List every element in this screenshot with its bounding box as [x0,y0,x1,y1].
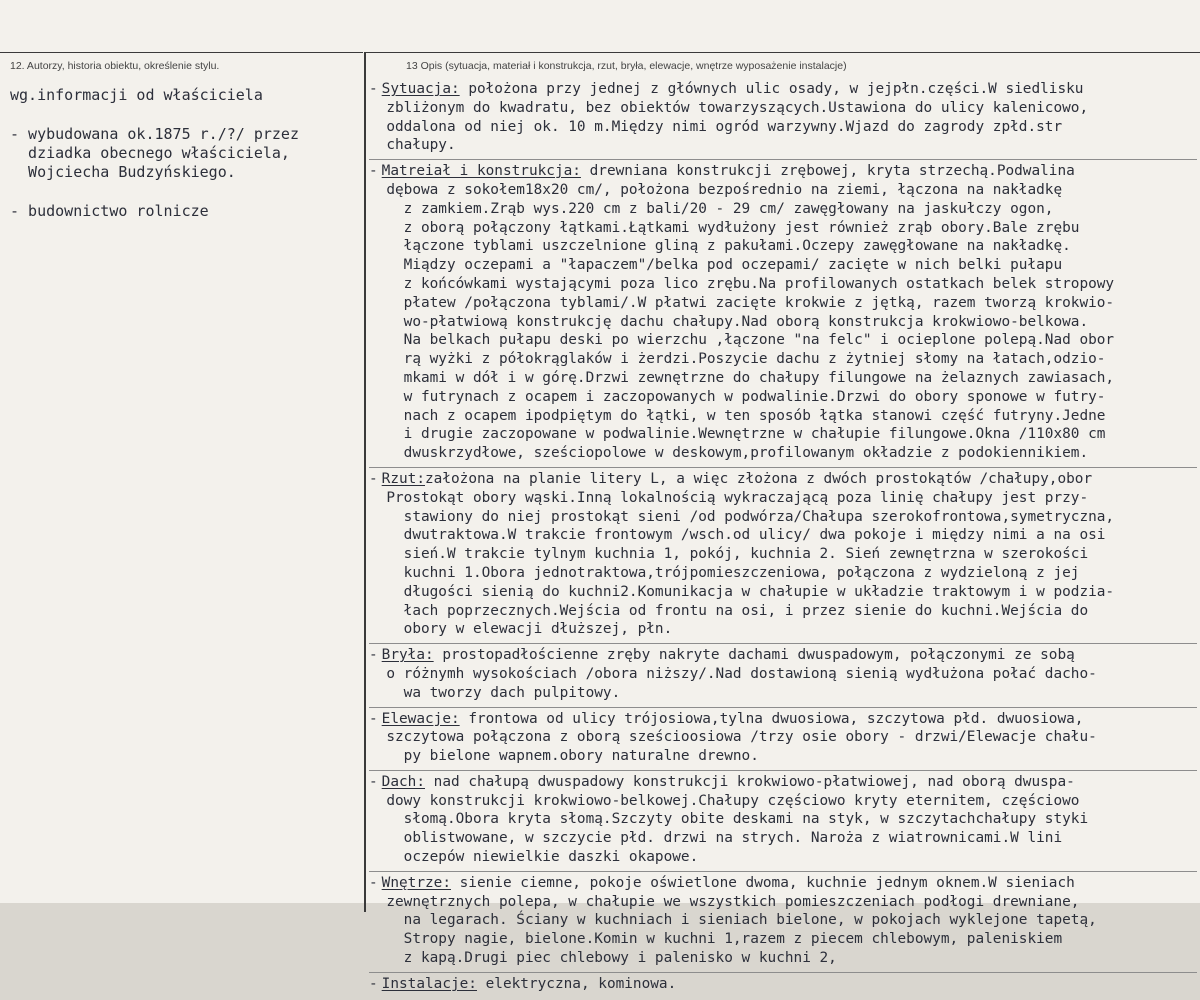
bullet-dash: - [369,81,378,97]
section-line: stawiony do niej prostokąt sieni /od podwórza/Chałupa szerokofrontowa,symetryczna, [369,508,1115,525]
description-column [369,80,1197,1000]
bullet-dash: - [369,647,378,664]
section-line: oczepów niewielkie daszki okapowe. [369,849,699,866]
section-term: Bryła: [381,647,434,664]
left-column-header: 12. Autorzy, historia obiektu, określenie stylu. [10,60,220,72]
section-line: łach poprzecznych.Wejścia od frontu na osi, i przez sienie do kuchni.Wejścia do [369,602,1089,619]
section-line: rą wyżki z półokrąglaków i żerdzi.Poszycie dachu z żytniej słomy na łatach,odzio- [369,351,1106,368]
left-column [10,86,355,241]
section-line: z kapą.Drugi piec chlebowy i palenisko w kuchni 2, [369,950,837,967]
section-line: dowy konstrukcji krokwiowo-belkowej.Chałupy częściowo kryty eternitem, częściowo [369,792,1080,809]
section-line: - Rzut:założona na planie litery L, a więc złożona z dwóch prostokątów /chałupy,obor [369,470,1093,487]
section-line: o różnymh wysokościach /obora niższy/.Nad dostawioną sienią wydłużona połać dacho- [369,665,1097,682]
section-line: Stropy nagie, bielone.Komin w kuchni 1,razem z piecem chlebowym, paleniskiem [369,931,1063,948]
section-line: - Matreiał i konstrukcja: drewniana konstrukcji zrębowej, kryta strzechą.Podwalina [369,163,1075,180]
header-rule-left [0,52,363,53]
section-line: - Elewacje: frontowa od ulicy trójosiowa,tylna dwuosiowa, szczytowa płd. dwuosiowa, [369,710,1084,727]
section-term: Wnętrze: [381,874,451,891]
section-line: nach z ocapem ipodpiętym do łątki, w ten sposób łątka stanowi część futryny.Jedne [369,407,1106,424]
section-term: Instalacje: [381,975,477,992]
section-line: dwuskrzydłowe, sześciopolowe w deskowym,profilowanym okładzie z podokiennikiem. [369,445,1089,462]
left-entry-source: wg.informacji od właściciela [10,86,263,104]
bullet-dash: - [369,773,378,790]
section-line: wa tworzy dach pulpitowy. [369,684,621,701]
section-term: Matreiał i konstrukcja: [381,163,581,180]
section-line: sień.W trakcie tylnym kuchnia 1, pokój, kuchnia 2. Sień zewnętrzna w szerokości [369,546,1089,563]
section-line: - Dach: nad chałupą dwuspadowy konstrukcji krokwiowo-płatwiowej, nad oborą dwuspa- [369,773,1075,790]
section-line: dębowa z sokołem18x20 cm/, położona bezpośrednio na ziemi, łączona na nakładkę [369,181,1063,198]
section-dach [369,773,1197,872]
section-line: chałupy. [369,137,456,154]
right-column-header: 13 Opis (sytuacja, materiał i konstrukcja, rzut, bryła, elewacje, wnętrze wyposażenie instalacje) [406,60,847,72]
section-line: Prostokąt obory wąski.Inną lokalnością wykraczającą poza linię chałupy jest przy- [369,489,1089,506]
section-line: - Instalacje: elektryczna, kominowa. [369,975,677,992]
section-line: oblistwowane, w szczycie płd. drzwi na strych. Naroża z wiatrownicami.W lini [369,830,1063,847]
section-line: zewnętrznych polepa, w chałupie we wszystkich pomieszczeniach podłogi drewniane, [369,893,1080,910]
section-line: długości sienią do kuchni2.Komunikacja w chałupie w układzie traktowym i w podzia- [369,583,1115,600]
section-line: Na belkach pułapu deski po wierzchu ,łączone "na felc" i ocieplone polepą.Nad obor [369,332,1115,349]
bullet-dash: - [369,874,378,891]
column-divider [364,52,366,912]
section-line: - Wnętrze: sienie ciemne, pokoje oświetlone dwoma, kuchnie jednym oknem.W sieniach [369,874,1075,891]
bullet-dash: - [369,470,378,487]
section-elewacje [369,710,1197,771]
section-line: mkami w dół i w górę.Drzwi zewnętrzne do chałupy filungowe na żelaznych zawiasach, [369,369,1115,386]
section-line: szczytowa połączona z oborą sześcioosiowa /trzy osie obory - drzwi/Elewacje chału- [369,729,1097,746]
section-term: Dach: [381,773,425,790]
section-line: i drugie zaczopowane w podwalinie.Wewnętrzne w chałupie filungowe.Okna /110x80 cm [369,426,1106,443]
section-wnetrze [369,874,1197,973]
section-line: łączone tyblami uszczelnione gliną z pakułami.Oczepy zawęgłowane na nakładkę. [369,238,1071,255]
section-line: kuchni 1.Obora jednotraktowa,trójpomieszczeniowa, połączona z wydzieloną z jej [369,564,1080,581]
section-rzut [369,470,1197,644]
section-line: - Bryła: prostopadłościenne zręby nakryte dachami dwuspadowym, połączonymi ze sobą [369,647,1075,664]
section-line: z oborą połączony łątkami.Łątkami wydłużony jest również zrąb obory.Bale zrębu [369,219,1080,236]
section-line: dwutraktowa.W trakcie frontowym /wsch.od ulicy/ dwa pokoje i między nimi a na osi [369,527,1106,544]
section-term: Elewacje: [381,710,460,727]
section-line: z zamkiem.Zrąb wys.220 cm z bali/20 - 29 cm/ zawęgłowany na jaskułczy ogon, [369,200,1054,217]
bullet-dash: - [369,975,378,992]
section-term: Rzut: [381,470,425,487]
bullet-dash: - [369,710,378,727]
section-line: - Sytuacja: położona przy jednej z głównych ulic osady, w jejpłn.części.W siedlisku [369,81,1084,97]
section-line: oddalona od niej ok. 10 m.Między nimi ogród warzywny.Wjazd do zagrody zpłd.str [369,118,1063,135]
bullet-dash: - [369,163,378,180]
section-line: w futrynach z ocapem i zaczopowanych w podwalinie.Drzwi do obory sponowe w futry- [369,388,1106,405]
section-line: z końcówkami wystającymi poza lico zrębu.Na profilowanych ostatkach belek stropowy [369,275,1115,292]
section-line: Miądzy oczepami a "łapaczem"/belka pod oczepami/ zacięte w nich belki pułapu [369,257,1063,274]
left-entry-history: - wybudowana ok.1875 r./?/ przez dziadka obecnego właściciela, Wojciecha Budzyńskiego. [10,125,299,181]
section-line: zbliżonym do kwadratu, bez obiektów towarzyszących.Ustawiona do ulicy kalenicowo, [369,99,1089,116]
section-term: Sytuacja: [381,81,460,97]
section-line: płatew /połączona tyblami/.W płatwi zacięte krokwie z jętką, razem tworzą krokwio- [369,294,1115,311]
section-line: słomą.Obora kryta słomą.Szczyty obite deskami na styk, w szczytachchałupy styki [369,811,1089,828]
section-line: na legarach. Ściany w kuchniach i sieniach bielone, w pokojach wyklejone tapetą, [369,912,1097,929]
section-instalacje [369,975,1197,998]
section-line: obory w elewacji dłuższej, płn. [369,621,673,638]
section-bryla [369,646,1197,707]
left-entry-type: - budownictwo rolnicze [10,202,209,220]
section-material [369,162,1197,468]
section-line: wo-płatwiową konstrukcję dachu chałupy.Nad oborą konstrukcja krokwiowo-belkowa. [369,313,1089,330]
header-rule-right [366,52,1200,53]
section-sytuacja [369,80,1197,160]
section-line: py bielone wapnem.obory naturalne drewno. [369,748,759,765]
